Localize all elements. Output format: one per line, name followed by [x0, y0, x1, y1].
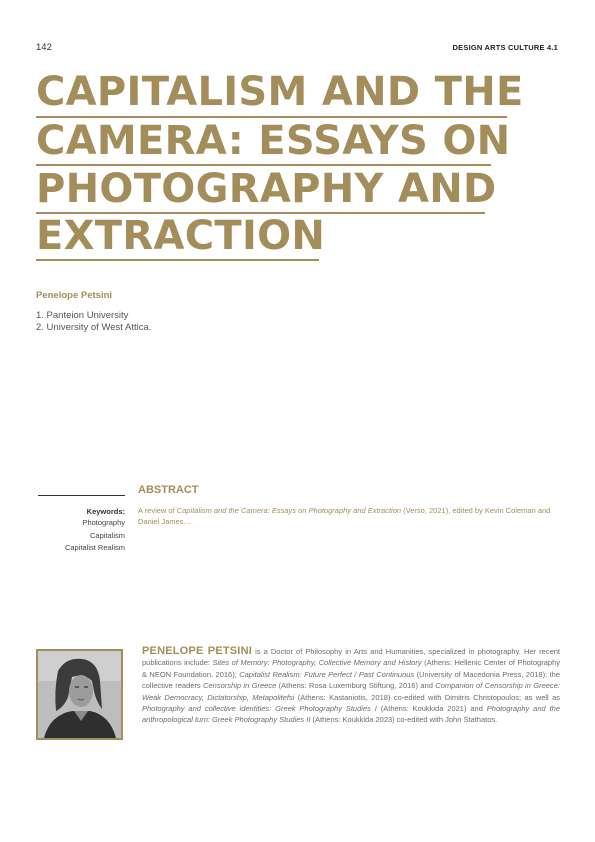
abstract-heading: ABSTRACT	[138, 484, 199, 496]
keywords-heading: Keywords:	[86, 507, 125, 516]
keyword-item: Capitalism	[89, 531, 125, 540]
abstract-book-title: Capitalism and the Camera: Essays on Photography and Extraction	[176, 506, 402, 515]
bio-text-part: (Athens: Koukkida 2021) and	[376, 704, 487, 714]
bio-publication-title: Capitalist Realism: Future Perfect / Past Continuous	[239, 669, 415, 679]
page-number: 142	[36, 42, 52, 53]
author-photo	[36, 649, 123, 740]
abstract-text-part: (Verso, 2021), edited by Kevin Coleman and Daniel James…	[138, 506, 551, 526]
bio-name: PENELOPE PETSINI	[142, 645, 252, 657]
keyword-item: Capitalist Realism	[64, 543, 125, 552]
keyword-item: Photography	[82, 518, 125, 527]
bio-publication-title: Censorship in Greece	[203, 681, 277, 691]
affiliation-1: 1. Panteion University	[36, 310, 129, 321]
abstract-text-part: A review of	[138, 506, 177, 515]
bio-publication-title: Companion of Censorship in Greece: Weak Democracy, Dictatorship, Metapolitefsi	[142, 681, 560, 702]
keywords-rule	[38, 495, 125, 496]
author-name: Penelope Petsini	[36, 290, 113, 301]
author-bio	[142, 646, 560, 726]
bio-text-part: (Athens: Kastaniotis, 2018) co-edited with Dimitris Christopoulos; as well as	[294, 692, 560, 702]
bio-publication-title: Photography and collective identities: Greek Photography Studies I	[142, 704, 377, 714]
bio-publication-title: Photography and the anthropological turn: Greek Photography Studies II	[142, 704, 561, 725]
title-line-1: CAPITALISM AND THE	[36, 69, 524, 115]
title-line-4: EXTRACTION	[36, 213, 326, 259]
bio-text-part: (University of Macedonia Press, 2018); the collective readers	[142, 669, 560, 691]
bio-text-part: (Athens: Koukkida 2023) co-edited with John Stathatos.	[310, 715, 498, 725]
bio-publication-title: Sites of Memory: Photography, Collective Memory and History	[212, 658, 422, 668]
title-line-2: CAMERA: ESSAYS ON	[36, 118, 511, 164]
bio-text-part: (Athens: Rosa Luxemburg Stiftung, 2016) and	[276, 681, 436, 691]
title-underline-4	[36, 259, 319, 261]
abstract-text	[138, 505, 559, 527]
affiliation-2: 2. University of West Attica.	[36, 322, 152, 333]
bio-text-part: is a Doctor of Philosophy in Arts and Humanities, specialized in photography. Her recent publications include:	[142, 647, 560, 668]
title-line-3: PHOTOGRAPHY AND	[36, 166, 497, 212]
journal-name: DESIGN ARTS CULTURE 4.1	[452, 43, 558, 52]
bio-text-part: (Athens: Hellenic Center of Photography & NEON Foundation, 2016);	[142, 658, 560, 679]
